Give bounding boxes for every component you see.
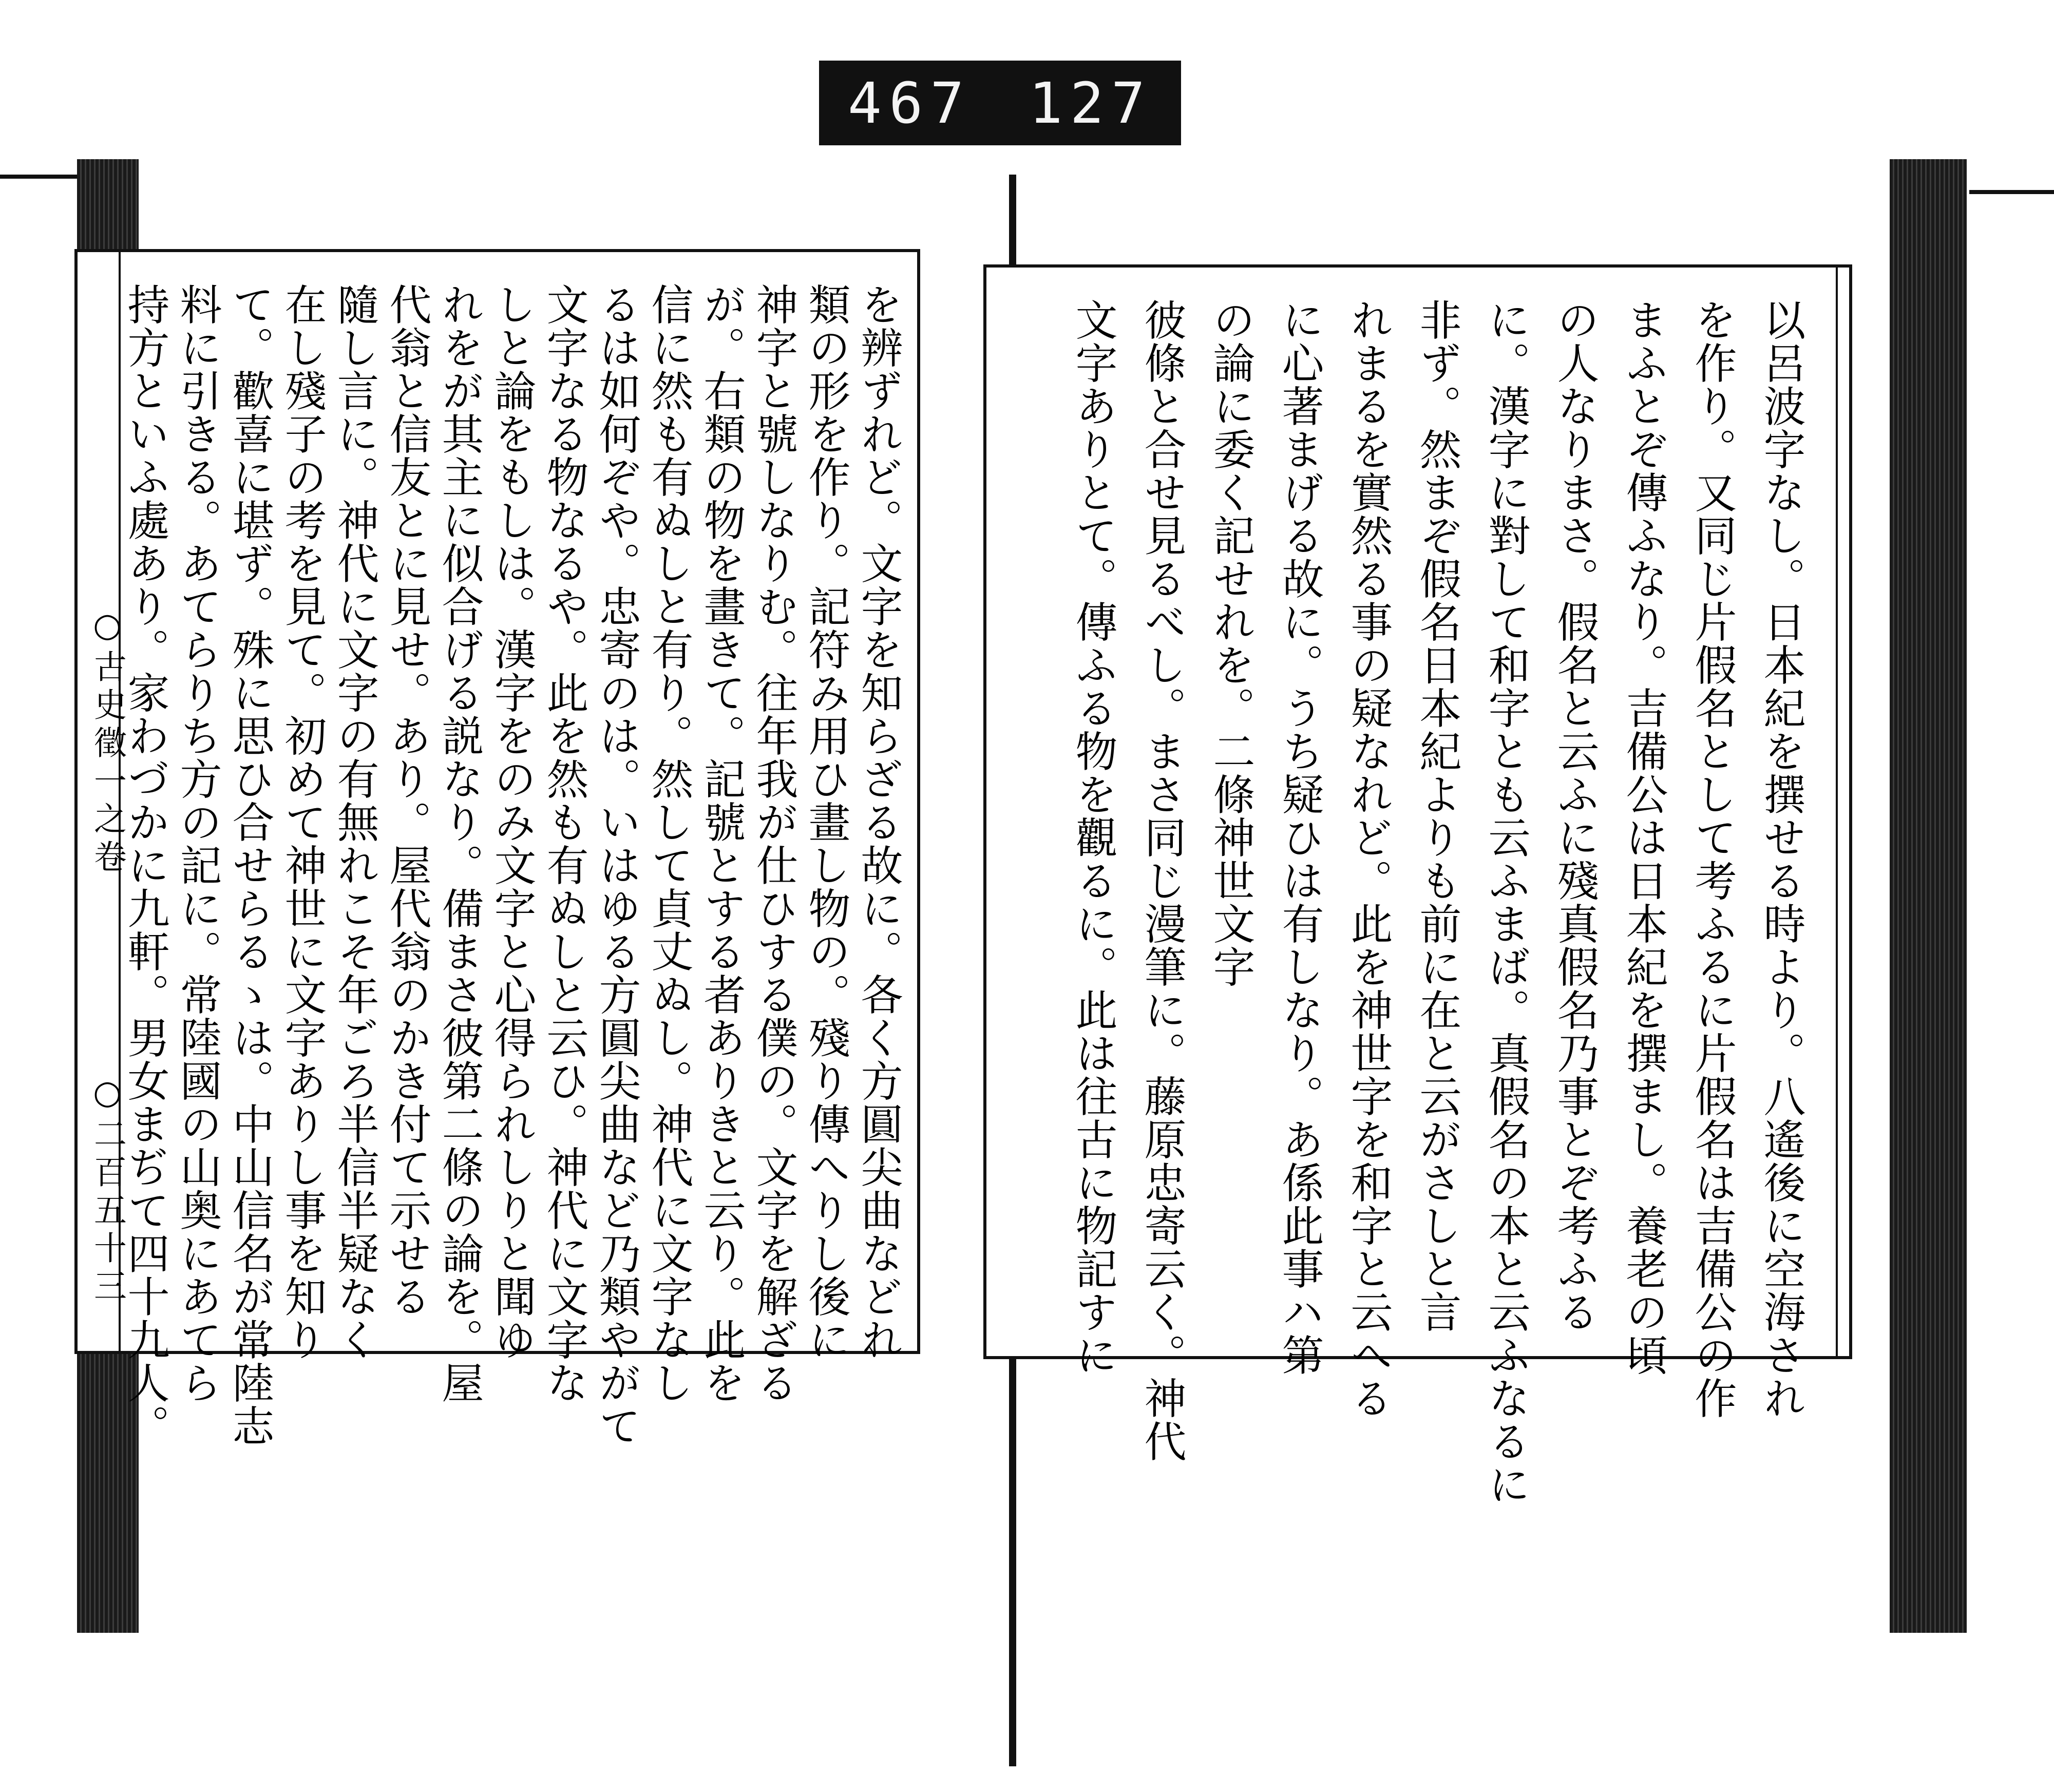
frame-number-right: 127 — [1029, 70, 1153, 136]
left-text-column: て。歡喜に堪ず。殊に思ひ合せらるゝは。中山信名が常陸志 — [225, 283, 274, 1447]
right-text-block — [983, 264, 1852, 1506]
right-text-column: 文字ありとて。傳ふる物を觀るに。此は往古に物記すに — [1069, 298, 1117, 1377]
running-title: ○古史徵一之卷 — [88, 606, 126, 878]
right-text-column: の人なりまさ。假名と云ふに殘真假名乃事とぞ考ふる — [1550, 298, 1599, 1333]
left-text-column: 料に引きる。あてらりち方の記に。常陸國の山奥にあてら — [173, 283, 222, 1404]
frame-number-plate — [819, 61, 1181, 145]
right-text-column: まふとぞ傳ふなり。吉備公は日本紀を撰まし。養老の頃 — [1619, 298, 1668, 1377]
right-text-column: 彼條と合せ見るべし。まさ同じ漫筆に。藤原忠寄云く。神代 — [1137, 298, 1186, 1463]
right-text-column: に。漢字に對して和字とも云ふまば。真假名の本と云ふなるに — [1481, 298, 1530, 1506]
left-text-block — [74, 249, 920, 1447]
top-rule-left — [0, 175, 77, 179]
right-inner-rule — [1836, 268, 1838, 1356]
right-text-column: 非ず。然まぞ假名日本紀よりも前に在と云がさしと言 — [1413, 298, 1461, 1333]
left-text-column: 持方といふ處あり。家わづかに九軒。男女まぢて四十九人。 — [121, 283, 169, 1447]
left-text-column: 代翁と信友とに見せ。あり。屋代翁のかき付て示せる — [383, 283, 431, 1318]
left-text-column: 文字なる物なるや。此を然も有ぬしと云ひ。神代に文字な — [540, 283, 588, 1404]
left-text-column: を辨ずれど。文字を知らざる故に。各く方圓尖曲などれ — [854, 283, 903, 1361]
left-text-column: るは如何ぞや。忠寄のは。いはゆる方圓尖曲など乃類やがて — [592, 283, 641, 1447]
right-text-column: に心著まげる故に。うち疑ひは有しなり。あ係此事ハ第 — [1275, 298, 1324, 1377]
left-text-column: 在し殘子の考を見て。初めて神世に文字ありし事を知り — [278, 283, 327, 1361]
right-text-column: を作り。又同じ片假名として考ふるに片假名は吉備公の作 — [1688, 298, 1737, 1420]
page-number: ○二百五十三 — [88, 1074, 126, 1307]
left-text-column: 類の形を作り。記符み用ひ畫し物の。殘り傳へりし後に — [802, 283, 850, 1361]
left-text-column: 隨し言に。神代に文字の有無れこそ年ごろ半信半疑なく — [330, 283, 379, 1361]
right-text-column: 以呂波字なし。日本紀を撰せる時より。八遙後に空海され — [1757, 298, 1805, 1420]
left-text-column: れをが其主に似合げる説なり。備まさ彼第二條の論を。屋 — [435, 283, 484, 1404]
left-text-column: しと論をもしは。漢字をのみ文字と心得られしりと聞ゆ — [487, 283, 536, 1361]
top-rule-right — [1969, 190, 2054, 194]
left-text-column: 信に然も有ぬしと有り。然して貞丈ぬし。神代に文字なし — [644, 283, 693, 1404]
frame-number-left: 467 — [847, 70, 972, 136]
right-text-column: れまるを實然る事の疑なれど。此を神世字を和字と云へる — [1344, 298, 1393, 1420]
right-page-edge — [1890, 159, 1967, 1633]
left-text-column: 神字と號しなりむ。往年我が仕ひする僕の。文字を解ざる — [749, 283, 798, 1404]
right-text-column: の論に委く記せれを。二條神世文字 — [1206, 298, 1255, 988]
left-text-column: が。右類の物を畫きて。記號とする者ありきと云り。此を — [697, 283, 746, 1404]
